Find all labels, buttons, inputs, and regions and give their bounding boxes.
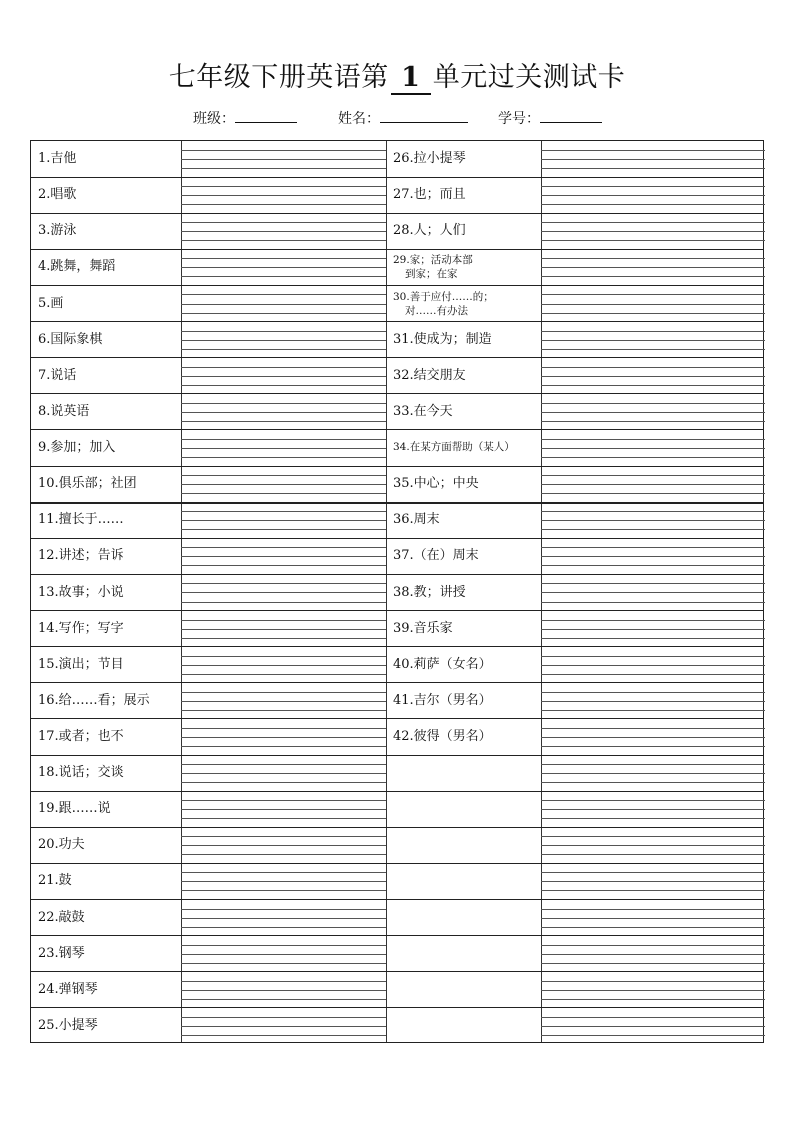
vocab-item-line1: 40.莉萨（女名） xyxy=(393,656,492,672)
writing-line xyxy=(181,927,386,928)
vocab-item-line1: 27.也；而且 xyxy=(393,187,466,203)
writing-line xyxy=(181,845,386,846)
vocab-item-29 xyxy=(393,253,473,281)
vocab-item-24: 24.弹钢琴 xyxy=(38,981,98,997)
vocab-item-line2: 到家；在家 xyxy=(405,268,458,281)
vocab-item-40 xyxy=(393,657,492,673)
writing-line xyxy=(181,909,386,910)
answer-cell-right-35[interactable] xyxy=(541,466,765,502)
vocab-item-38 xyxy=(393,585,466,601)
vocab-item-line1: 30.善于应付……的； xyxy=(393,290,494,303)
writing-line xyxy=(181,746,386,747)
writing-line xyxy=(541,872,765,873)
page-title xyxy=(0,58,794,98)
vocab-item-18: 18.说话；交谈 xyxy=(38,765,124,781)
writing-line xyxy=(181,1026,386,1027)
writing-line xyxy=(181,583,386,584)
answer-cell-left-4[interactable] xyxy=(181,249,386,285)
answer-cell-left-20[interactable] xyxy=(181,827,386,863)
writing-line xyxy=(181,565,386,566)
answer-cell-right-38[interactable] xyxy=(541,574,765,610)
writing-line xyxy=(181,331,386,332)
writing-line xyxy=(541,421,765,422)
writing-line xyxy=(541,304,765,305)
vocab-item-20: 20.功夫 xyxy=(38,837,85,853)
writing-line xyxy=(541,665,765,666)
answer-cell-right-42[interactable] xyxy=(541,719,765,755)
answer-cell-right-40[interactable] xyxy=(541,647,765,683)
writing-line xyxy=(181,493,386,494)
vocab-item-16: 16.给……看；展示 xyxy=(38,692,150,708)
writing-line xyxy=(541,231,765,232)
title-suffix: 单元过关测试卡 xyxy=(432,62,626,93)
writing-line xyxy=(181,222,386,223)
vocab-item-26 xyxy=(393,151,466,167)
writing-line xyxy=(181,836,386,837)
writing-line xyxy=(181,854,386,855)
answer-cell-right-28[interactable] xyxy=(541,213,765,249)
writing-line xyxy=(541,529,765,530)
answer-cell-left-6[interactable] xyxy=(181,322,386,358)
answer-cell-right-44[interactable] xyxy=(541,791,765,827)
name-label: 姓名： xyxy=(338,111,380,127)
writing-line xyxy=(541,168,765,169)
answer-cell-left-14[interactable] xyxy=(181,611,386,647)
writing-line xyxy=(181,945,386,946)
writing-line xyxy=(541,565,765,566)
writing-line xyxy=(181,168,386,169)
vocab-item-21: 21.鼓 xyxy=(38,873,72,889)
writing-line xyxy=(541,990,765,991)
unit-number: 1 xyxy=(391,63,431,95)
writing-line xyxy=(541,737,765,738)
writing-line xyxy=(541,484,765,485)
answer-cell-left-24[interactable] xyxy=(181,972,386,1008)
writing-line xyxy=(181,665,386,666)
writing-line xyxy=(181,872,386,873)
writing-line xyxy=(541,602,765,603)
writing-line xyxy=(181,421,386,422)
writing-line xyxy=(541,629,765,630)
writing-line xyxy=(181,276,386,277)
writing-line xyxy=(181,918,386,919)
vocab-item-line1: 39.音乐家 xyxy=(393,620,453,636)
writing-line xyxy=(541,267,765,268)
writing-line xyxy=(541,367,765,368)
vocab-item-32 xyxy=(393,368,466,384)
writing-line xyxy=(541,439,765,440)
vocab-item-28 xyxy=(393,223,466,239)
writing-line xyxy=(541,547,765,548)
answer-cell-right-37[interactable] xyxy=(541,538,765,574)
class-field[interactable] xyxy=(193,108,297,130)
writing-line xyxy=(541,890,765,891)
answer-cell-right-27[interactable] xyxy=(541,177,765,213)
writing-line xyxy=(541,656,765,657)
writing-line xyxy=(181,204,386,205)
writing-line xyxy=(541,710,765,711)
answer-cell-left-2[interactable] xyxy=(181,177,386,213)
answer-cell-left-25[interactable] xyxy=(181,1008,386,1044)
vocab-item-35 xyxy=(393,476,479,492)
answer-cell-right-26[interactable] xyxy=(541,141,765,177)
writing-line xyxy=(541,276,765,277)
vocab-item-19: 19.跟……说 xyxy=(38,801,111,817)
answer-cell-right-50[interactable] xyxy=(541,1008,765,1044)
answer-cell-right-49[interactable] xyxy=(541,972,765,1008)
answer-cell-left-11[interactable] xyxy=(181,502,386,538)
writing-line xyxy=(181,294,386,295)
writing-line xyxy=(541,493,765,494)
writing-line xyxy=(181,1017,386,1018)
vocab-item-25: 25.小提琴 xyxy=(38,1017,98,1033)
vocab-item-7: 7.说话 xyxy=(38,367,77,383)
writing-line xyxy=(181,629,386,630)
vocab-item-1: 1.吉他 xyxy=(38,151,77,167)
writing-line xyxy=(541,918,765,919)
column-divider xyxy=(386,141,387,1042)
writing-line xyxy=(541,349,765,350)
writing-line xyxy=(541,457,765,458)
writing-line xyxy=(541,999,765,1000)
writing-line xyxy=(541,809,765,810)
vocab-item-12: 12.讲述；告诉 xyxy=(38,548,124,564)
vocab-item-27 xyxy=(393,187,466,203)
writing-line xyxy=(541,412,765,413)
answer-cell-right-34[interactable] xyxy=(541,430,765,466)
writing-line xyxy=(541,818,765,819)
writing-line xyxy=(181,674,386,675)
writing-line xyxy=(541,150,765,151)
writing-line xyxy=(181,159,386,160)
writing-line xyxy=(181,484,386,485)
vocab-item-39 xyxy=(393,621,453,637)
writing-line xyxy=(541,1035,765,1036)
writing-line xyxy=(181,367,386,368)
writing-line xyxy=(181,439,386,440)
answer-cell-right-43[interactable] xyxy=(541,755,765,791)
answer-cell-left-9[interactable] xyxy=(181,430,386,466)
writing-line xyxy=(181,764,386,765)
vocab-item-34 xyxy=(393,440,515,454)
writing-line xyxy=(541,1017,765,1018)
writing-line xyxy=(181,963,386,964)
title-prefix: 七年级下册英语第 xyxy=(168,62,389,93)
writing-line xyxy=(181,602,386,603)
answer-cell-right-32[interactable] xyxy=(541,358,765,394)
answer-cell-left-17[interactable] xyxy=(181,719,386,755)
writing-line xyxy=(541,881,765,882)
answer-cell-left-8[interactable] xyxy=(181,394,386,430)
writing-line xyxy=(181,349,386,350)
writing-line xyxy=(181,710,386,711)
vocab-item-23: 23.钢琴 xyxy=(38,945,85,961)
writing-line xyxy=(181,240,386,241)
vocab-item-line1: 32.结交朋友 xyxy=(393,367,466,383)
vocab-item-line2: 对……有办法 xyxy=(405,304,468,317)
writing-line xyxy=(181,890,386,891)
writing-line xyxy=(181,529,386,530)
vocab-item-15: 15.演出；节目 xyxy=(38,656,124,672)
answer-cell-right-36[interactable] xyxy=(541,502,765,538)
writing-line xyxy=(181,448,386,449)
vocab-item-line1: 34.在某方面帮助（某人） xyxy=(393,441,515,454)
vocab-item-5: 5.画 xyxy=(38,295,64,311)
writing-line xyxy=(541,854,765,855)
writing-line xyxy=(541,520,765,521)
writing-line xyxy=(181,638,386,639)
writing-line xyxy=(181,881,386,882)
vocab-item-33 xyxy=(393,404,453,420)
vocab-item-22: 22.敲鼓 xyxy=(38,909,85,925)
writing-line xyxy=(181,475,386,476)
vocab-item-line1: 41.吉尔（男名） xyxy=(393,692,492,708)
vocab-item-41 xyxy=(393,693,492,709)
id-field[interactable] xyxy=(498,108,602,130)
writing-line xyxy=(181,520,386,521)
writing-line xyxy=(541,701,765,702)
vocabulary-table xyxy=(30,140,764,1043)
writing-line xyxy=(541,773,765,774)
writing-line xyxy=(181,737,386,738)
writing-line xyxy=(181,376,386,377)
answer-cell-left-15[interactable] xyxy=(181,647,386,683)
writing-line xyxy=(181,340,386,341)
writing-line xyxy=(541,638,765,639)
class-label: 班级： xyxy=(193,111,235,127)
writing-line xyxy=(181,403,386,404)
vocab-item-9: 9.参加；加入 xyxy=(38,440,116,456)
writing-line xyxy=(541,258,765,259)
vocab-item-line1: 36.周末 xyxy=(393,512,440,528)
writing-line xyxy=(181,150,386,151)
writing-line xyxy=(541,746,765,747)
writing-line xyxy=(181,782,386,783)
writing-line xyxy=(541,954,765,955)
writing-line xyxy=(181,800,386,801)
vocab-item-14: 14.写作；写字 xyxy=(38,620,124,636)
vocab-item-line1: 37.（在）周末 xyxy=(393,548,479,564)
writing-line xyxy=(541,340,765,341)
writing-line xyxy=(181,818,386,819)
vocab-item-4: 4.跳舞，舞蹈 xyxy=(38,259,116,275)
writing-line xyxy=(541,963,765,964)
answer-cell-left-18[interactable] xyxy=(181,755,386,791)
writing-line xyxy=(181,304,386,305)
vocab-item-line1: 33.在今天 xyxy=(393,403,453,419)
writing-line xyxy=(541,583,765,584)
writing-line xyxy=(181,267,386,268)
vocab-item-line1: 35.中心；中央 xyxy=(393,476,479,492)
vocab-item-11: 11.擅长于…… xyxy=(38,512,124,528)
writing-line xyxy=(181,592,386,593)
writing-line xyxy=(541,448,765,449)
writing-line xyxy=(541,376,765,377)
writing-line xyxy=(541,331,765,332)
writing-line xyxy=(541,927,765,928)
writing-line xyxy=(181,457,386,458)
writing-line xyxy=(541,592,765,593)
name-field[interactable] xyxy=(338,108,468,130)
writing-line xyxy=(181,547,386,548)
writing-line xyxy=(541,159,765,160)
answer-cell-left-3[interactable] xyxy=(181,213,386,249)
writing-line xyxy=(541,385,765,386)
vocab-item-line1: 26.拉小提琴 xyxy=(393,151,466,167)
writing-line xyxy=(541,728,765,729)
writing-line xyxy=(181,981,386,982)
answer-cell-right-45[interactable] xyxy=(541,827,765,863)
writing-line xyxy=(541,222,765,223)
vocab-item-line1: 38.教；讲授 xyxy=(393,584,466,600)
vocab-item-line1: 28.人；人们 xyxy=(393,223,466,239)
writing-line xyxy=(541,294,765,295)
name-blank[interactable] xyxy=(380,108,468,123)
writing-line xyxy=(181,692,386,693)
writing-line xyxy=(181,809,386,810)
answer-cell-left-23[interactable] xyxy=(181,936,386,972)
writing-line xyxy=(181,728,386,729)
vocab-item-line1: 42.彼得（男名） xyxy=(393,728,492,744)
writing-line xyxy=(181,313,386,314)
writing-line xyxy=(181,231,386,232)
writing-line xyxy=(541,692,765,693)
vocab-item-30 xyxy=(393,290,494,318)
writing-line xyxy=(181,556,386,557)
answer-cell-left-21[interactable] xyxy=(181,863,386,899)
writing-line xyxy=(541,240,765,241)
vocab-item-17: 17.或者；也不 xyxy=(38,728,124,744)
answer-cell-left-7[interactable] xyxy=(181,358,386,394)
answer-cell-right-48[interactable] xyxy=(541,936,765,972)
answer-cell-left-19[interactable] xyxy=(181,791,386,827)
writing-line xyxy=(541,403,765,404)
answer-cell-right-41[interactable] xyxy=(541,683,765,719)
vocab-item-10: 10.俱乐部；社团 xyxy=(38,476,137,492)
id-blank[interactable] xyxy=(540,108,602,123)
answer-cell-right-31[interactable] xyxy=(541,322,765,358)
writing-line xyxy=(541,313,765,314)
writing-line xyxy=(541,764,765,765)
writing-line xyxy=(541,782,765,783)
vocab-item-13: 13.故事；小说 xyxy=(38,584,124,600)
writing-line xyxy=(541,1026,765,1027)
answer-cell-right-33[interactable] xyxy=(541,394,765,430)
writing-line xyxy=(541,556,765,557)
class-blank[interactable] xyxy=(235,108,297,123)
answer-cell-left-5[interactable] xyxy=(181,285,386,321)
vocab-item-line1: 29.家；活动本部 xyxy=(393,254,473,267)
writing-line xyxy=(181,385,386,386)
writing-line xyxy=(541,836,765,837)
writing-line xyxy=(181,186,386,187)
vocab-item-42 xyxy=(393,729,492,745)
writing-line xyxy=(181,258,386,259)
writing-line xyxy=(541,475,765,476)
writing-line xyxy=(541,674,765,675)
writing-line xyxy=(181,990,386,991)
answer-cell-left-1[interactable] xyxy=(181,141,386,177)
writing-line xyxy=(541,909,765,910)
answer-cell-right-46[interactable] xyxy=(541,863,765,899)
writing-line xyxy=(541,195,765,196)
writing-line xyxy=(181,999,386,1000)
writing-line xyxy=(181,1035,386,1036)
answer-cell-right-47[interactable] xyxy=(541,900,765,936)
writing-line xyxy=(541,945,765,946)
id-label: 学号： xyxy=(498,111,540,127)
writing-line xyxy=(181,954,386,955)
vocab-item-8: 8.说英语 xyxy=(38,403,90,419)
answer-cell-left-13[interactable] xyxy=(181,574,386,610)
vocab-item-2: 2.唱歌 xyxy=(38,187,77,203)
answer-cell-right-30[interactable] xyxy=(541,285,765,321)
vocab-item-6: 6.国际象棋 xyxy=(38,331,103,347)
answer-cell-right-39[interactable] xyxy=(541,611,765,647)
writing-line xyxy=(541,204,765,205)
vocab-item-line1: 31.使成为；制造 xyxy=(393,331,492,347)
writing-line xyxy=(541,620,765,621)
writing-line xyxy=(541,800,765,801)
writing-line xyxy=(181,511,386,512)
answer-cell-right-29[interactable] xyxy=(541,249,765,285)
answer-cell-left-22[interactable] xyxy=(181,900,386,936)
writing-line xyxy=(181,656,386,657)
answer-cell-left-12[interactable] xyxy=(181,538,386,574)
vocab-item-37 xyxy=(393,548,479,564)
writing-line xyxy=(181,701,386,702)
answer-cell-left-10[interactable] xyxy=(181,466,386,502)
writing-line xyxy=(541,511,765,512)
answer-cell-left-16[interactable] xyxy=(181,683,386,719)
writing-line xyxy=(181,620,386,621)
writing-line xyxy=(181,412,386,413)
vocab-item-3: 3.游泳 xyxy=(38,223,77,239)
writing-line xyxy=(541,186,765,187)
writing-line xyxy=(181,773,386,774)
writing-line xyxy=(541,845,765,846)
vocab-item-36 xyxy=(393,512,440,528)
writing-line xyxy=(541,981,765,982)
student-info-row xyxy=(0,108,794,130)
writing-line xyxy=(181,195,386,196)
vocab-item-31 xyxy=(393,332,492,348)
